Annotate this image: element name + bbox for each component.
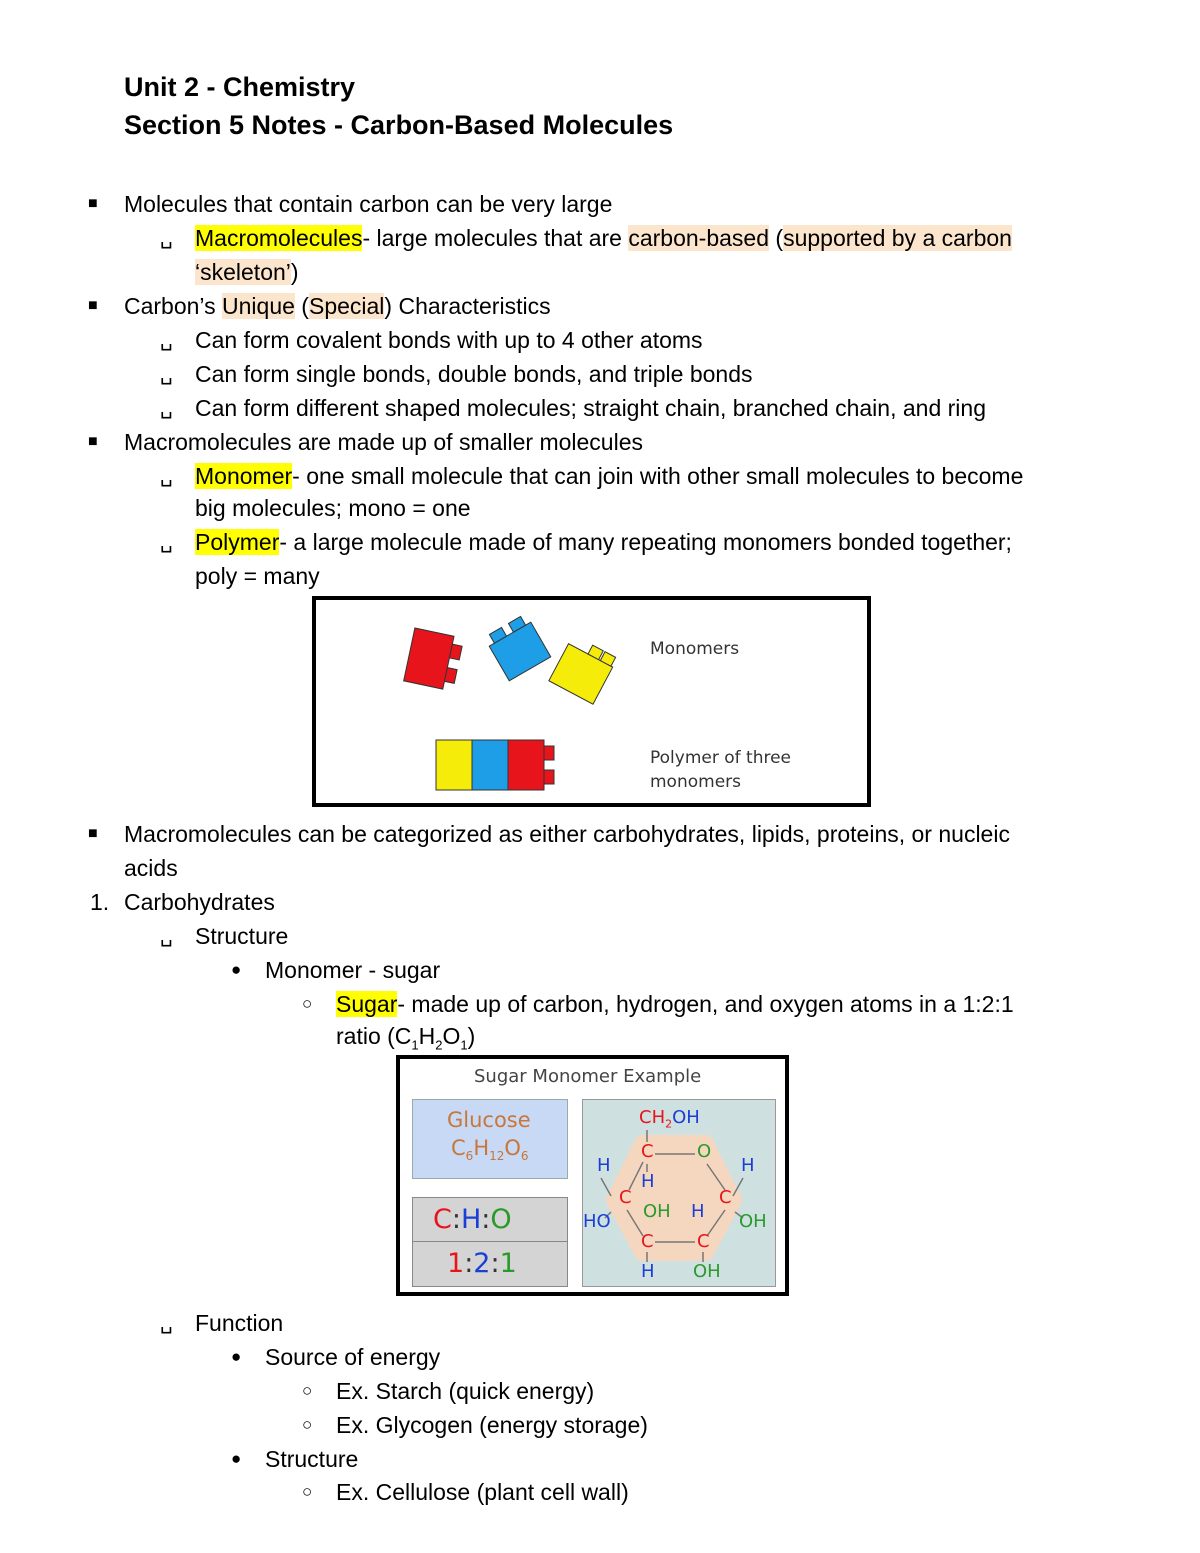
glucose-ring-panel — [582, 1099, 776, 1287]
def-text: - made up of carbon, hydrogen, and oxygen atoms in a 1:2:1 — [397, 991, 1014, 1017]
paren-close: ) — [290, 259, 299, 285]
colon: : — [464, 1248, 474, 1279]
red-monomer-block — [404, 628, 464, 691]
lego-blocks-illustration — [316, 600, 867, 803]
text: ) Characteristics — [384, 293, 551, 319]
note-b1-1-cont — [195, 255, 299, 289]
def-text: - large molecules that are — [362, 225, 629, 251]
hydrogen-atom: H — [691, 1201, 705, 1222]
term-macromolecules: Macromolecules — [195, 225, 363, 251]
section-title: Section 5 Notes - Carbon-Based Molecules — [124, 110, 674, 140]
dot-bullet-icon: ● — [231, 960, 242, 979]
hollow-bullet-icon: ␣ — [160, 465, 173, 487]
glucose-formula — [451, 1136, 529, 1168]
monomer-sugar: Monomer - sugar — [265, 957, 441, 983]
oxygen-number: 1 — [499, 1248, 517, 1279]
carbon-atom: C — [641, 1231, 654, 1252]
sub: 1 — [460, 1037, 468, 1053]
text: Carbon’s — [124, 293, 223, 319]
ratio-box — [412, 1197, 568, 1287]
ratio-letters — [433, 1202, 512, 1238]
text: O — [442, 1023, 461, 1049]
note-b2-2: Can form single bonds, double bonds, and triple bonds — [195, 361, 753, 387]
hollow-bullet-icon: ␣ — [160, 925, 173, 947]
circle-bullet-icon: ○ — [302, 994, 313, 1013]
ring-shape — [615, 1144, 733, 1252]
note-b2-1: Can form covalent bonds with up to 4 other atoms — [195, 327, 703, 353]
monomers-label: Monomers — [650, 639, 740, 659]
yellow-monomer-block — [549, 635, 618, 704]
structure-heading: Structure — [195, 923, 289, 949]
note-b3-2 — [195, 525, 1012, 559]
sugar-figure-title: Sugar Monomer Example — [474, 1066, 702, 1087]
carbon-atom: C — [719, 1187, 732, 1208]
square-bullet-icon: ■ — [88, 195, 98, 212]
hollow-bullet-icon: ␣ — [160, 397, 173, 419]
example-glycogen: Ex. Glycogen (energy storage) — [336, 1412, 648, 1438]
oh-group: OH — [693, 1261, 721, 1282]
unit-title: Unit 2 - Chemistry — [124, 72, 356, 102]
circle-bullet-icon: ○ — [302, 1415, 313, 1434]
note-b4-cont: acids — [124, 855, 178, 881]
text: ) — [467, 1023, 476, 1049]
polymer-label-line1: Polymer of three — [650, 748, 792, 768]
note-b3: Macromolecules are made up of smaller molecules — [124, 429, 643, 455]
heading-carbohydrates: Carbohydrates — [124, 889, 275, 915]
colon: : — [451, 1204, 461, 1235]
note-b2 — [124, 289, 551, 323]
hydrogen-atom: H — [641, 1171, 655, 1192]
circle-bullet-icon: ○ — [302, 1381, 313, 1400]
hollow-bullet-icon: ␣ — [160, 1312, 173, 1334]
sub: 2 — [435, 1037, 443, 1053]
hl-special: Special — [308, 293, 385, 319]
hollow-bullet-icon: ␣ — [160, 531, 173, 553]
oxygen-letter: O — [490, 1204, 512, 1235]
def-text: - one small molecule that can join with other small molecules to become — [292, 463, 1024, 489]
text: H — [418, 1023, 436, 1049]
square-bullet-icon: ■ — [88, 825, 98, 842]
ho-group: HO — [583, 1211, 611, 1232]
text: ( — [294, 293, 309, 319]
structure-function: Structure — [265, 1446, 359, 1472]
colon: : — [490, 1248, 500, 1279]
circle-bullet-icon: ○ — [302, 1482, 313, 1501]
carbon-atom: C — [641, 1141, 654, 1162]
hydrogen-atom: H — [641, 1261, 655, 1282]
hl-skeleton: ‘skeleton’ — [195, 259, 291, 285]
text: O — [504, 1136, 521, 1160]
square-bullet-icon: ■ — [88, 297, 98, 314]
hydrogen-atom: H — [741, 1155, 755, 1176]
paren: ( — [769, 225, 784, 251]
ring-oxygen-atom: O — [697, 1141, 712, 1162]
note-b3-2-cont: poly = many — [195, 563, 320, 589]
sub: 2 — [665, 1117, 673, 1131]
text: H — [473, 1136, 490, 1160]
function-heading: Function — [195, 1310, 284, 1336]
def-text: - a large molecule made of many repeating monomers bonded together; — [279, 529, 1012, 555]
carbon-atom: C — [619, 1187, 632, 1208]
sub: 1 — [411, 1037, 419, 1053]
example-cellulose: Ex. Cellulose (plant cell wall) — [336, 1479, 629, 1505]
dot-bullet-icon: ● — [231, 1347, 242, 1366]
note-b4: Macromolecules can be categorized as either carbohydrates, lipids, proteins, or nucleic — [124, 821, 1010, 847]
dot-bullet-icon: ● — [231, 1449, 242, 1468]
term-sugar: Sugar — [336, 991, 398, 1017]
note-b2-3: Can form different shaped molecules; straight chain, branched chain, and ring — [195, 395, 986, 421]
polymer-chain — [436, 740, 554, 790]
divider — [413, 1241, 567, 1242]
ratio-numbers — [447, 1246, 517, 1282]
carbon-number: 1 — [447, 1248, 465, 1279]
sub: 6 — [520, 1149, 529, 1164]
hollow-bullet-icon: ␣ — [160, 363, 173, 385]
blue-monomer-block — [484, 613, 551, 680]
carbon-letter: C — [433, 1204, 452, 1235]
sugar-def — [336, 987, 1014, 1021]
oh-group: OH — [643, 1201, 671, 1222]
term-monomer: Monomer — [195, 463, 293, 489]
hydrogen-letter: H — [460, 1204, 482, 1235]
hollow-bullet-icon: ␣ — [160, 227, 173, 249]
text: CH — [639, 1107, 666, 1128]
hollow-bullet-icon: ␣ — [160, 329, 173, 351]
note-b3-1-cont: big molecules; mono = one — [195, 495, 471, 521]
note-b3-1 — [195, 459, 1023, 493]
square-bullet-icon: ■ — [88, 433, 98, 450]
note-b1-1 — [195, 221, 1012, 255]
sugar-monomer-figure — [396, 1055, 789, 1296]
list-number: 1. — [90, 889, 110, 915]
text: OH — [672, 1107, 700, 1128]
glucose-label: Glucose — [447, 1108, 531, 1132]
hl-carbon-based: carbon-based — [628, 225, 770, 251]
oh-group: OH — [739, 1211, 767, 1232]
hydrogen-number: 2 — [473, 1248, 491, 1279]
energy-source: Source of energy — [265, 1344, 441, 1370]
sub: 6 — [465, 1149, 474, 1164]
text: C — [451, 1136, 466, 1160]
note-b1: Molecules that contain carbon can be very large — [124, 191, 613, 217]
hl-supported: supported by a carbon — [783, 225, 1012, 251]
monomer-polymer-figure — [312, 596, 871, 807]
carbon-atom: C — [697, 1231, 710, 1252]
term-polymer: Polymer — [195, 529, 280, 555]
polymer-label-line2: monomers — [650, 772, 742, 792]
hydrogen-atom: H — [597, 1155, 611, 1176]
sub: 12 — [489, 1149, 505, 1164]
glucose-box — [412, 1099, 568, 1179]
colon: : — [481, 1204, 491, 1235]
hl-unique: Unique — [222, 293, 295, 319]
ch2oh-label — [639, 1106, 700, 1137]
example-starch: Ex. Starch (quick energy) — [336, 1378, 595, 1404]
text: ratio (C — [336, 1023, 412, 1049]
